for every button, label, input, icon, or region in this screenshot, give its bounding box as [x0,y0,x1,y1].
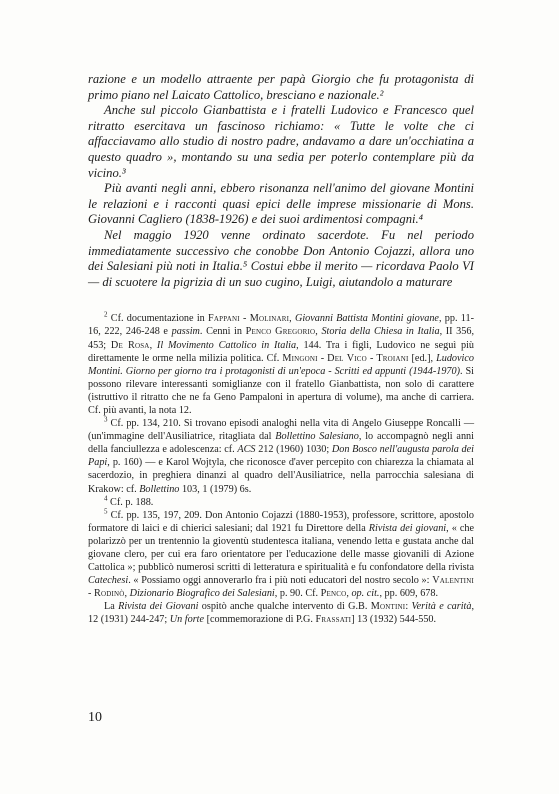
footnote-5: $^5$ Cf. pp. 135, 197, 209. Don Antonio Cojazzi (1880-1953), professore, scrittore, apostolo formatore di laici e di chierici salesiani; dal 1921 fu Direttore della Rivista dei giovani, « che polarizzò per un trentennio la gioventù studentesca italiana, venendo letta e gustata anche dal giovane clero, per cui era faro orientatore per l'educazione delle masse giovanili di Azione Cattolica »; pubblicò numerosi scritti di letteratura e spiritualità e fu confondatore della rivista Catechesi. « Possiamo oggi annoverarlo fra i più noti educatori del nostro secolo »: Valentini - Rodinò, Dizionario Biografico dei Salesiani, p. 90. Cf. Penco, op. cit., pp. 609, 678. [88,507,475,600]
page-content [88,72,474,627]
body-paragraph: Anche sul piccolo Gianbattista e i fratelli Ludovico e Francesco quel ritratto esercitava un fascinoso richiamo: « Tutte le volte che ci affacciavamo allo studio di nostro padre, andavamo a dare un'occhiatina a questo quadro », montando su una sedia per poterlo contemplare più da vicino.³ [88,103,474,180]
footnotes [88,312,474,626]
footnote-5-continued: La Rivista dei Giovani ospitò anche qualche intervento di G.B. Montini: Verità e carità, 12 (1931) 244-247; Un forte [commemorazione di P.G. Frassati] 13 (1932) 544-550. [88,601,474,626]
body-paragraph: Più avanti negli anni, ebbero risonanza nell'animo del giovane Montini le relazioni e i racconti quasi epici delle imprese missionarie di Mons. Giovanni Cagliero (1838-1926) e dei suoi ardimentosi compagni.⁴ [88,181,474,227]
footnote-2: $^2$ Cf. documentazione in Fappani - Molinari, Giovanni Battista Montini giovane, pp. 11-16, 222, 246-248 e passim. Cenni in Penco Gregorio, Storia della Chiesa in Italia, II 356, 453; De Rosa, Il Movimento Cattolico in Italia, 144. Tra i figli, Ludovico ne seguì più direttamente le orme nella milizia politica. Cf. Mingoni - Del Vico - Troiani [ed.], Ludovico Montini. Giorno per giorno tra i protagonisti di un'epoca - Scritti ed appunti (1944-1970). Si possono rilevare interessanti somiglianze con il fratello Gianbattista, non solo di carattere (istruttivo il ritratto che ne fa Geno Pampaloni in apertura di volume), ma anche di carriera. Cf. più avanti, la nota 12. [88,310,474,416]
footnote-mark: 3 [104,415,108,424]
body-paragraph: razione e un modello attraente per papà Giorgio che fu protagonista di primo piano nel Laicato Cattolico, bresciano e nazionale.² [88,72,474,102]
footnote-mark: 5 [104,507,108,516]
footnote-4: $^4$ Cf. p. 188. [104,494,154,508]
page-number: 10 [88,710,102,725]
footnote-mark: 2 [104,310,108,319]
footnote-3: $^3$ Cf. pp. 134, 210. Si trovano episodi analoghi nella vita di Angelo Giuseppe Roncalli — (un'immagine dell'Ausiliatrice, ritagliata dal Bollettino Salesiano, lo accompagnò negli anni della fanciullezza e adolescenza: cf. ACS 212 (1960) 1030; Don Bosco nell'augusta parola dei Papi, p. 160) — e Karol Wojtyla, che riconosce d'aver percepito con chiarezza la chiamata al sacerdozio, in preghiera dinanzi al quadro dell'Ausiliatrice, nella parrocchia salesiana di Krakow: cf. Bollettino 103, 1 (1979) 6s. [88,415,475,495]
main-text [88,72,474,290]
footnote-mark: 4 [104,494,108,503]
body-paragraph: Nel maggio 1920 venne ordinato sacerdote. Fu nel periodo immediatamente successivo che conobbe Don Antonio Cojazzi, allora uno dei Salesiani più noti in Italia.⁵ Costui ebbe il merito — ricordava Paolo VI — di scuotere la pigrizia di un suo cugino, Luigi, aiutandolo a maturare [88,227,474,289]
